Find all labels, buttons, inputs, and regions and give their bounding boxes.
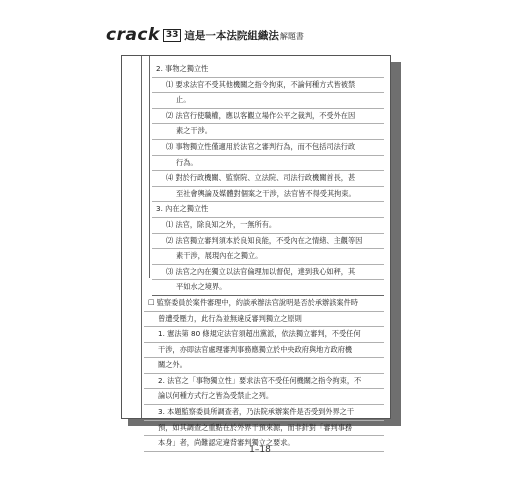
answer-content [148, 62, 384, 452]
text-line: 1. 憲法第 80 條規定法官須超出黨派，依法獨立審判，不受任何 [144, 327, 384, 343]
text-line: 行為。 [152, 156, 384, 172]
text-line: ☐ 監察委員於案件審理中，約談承辦法官說明是否於承辦該案件時 [144, 296, 384, 312]
text-line: 論以何種方式行之皆為受禁止之列。 [144, 389, 384, 405]
text-line: ⑷ 對於行政機關、監察院、立法院、司法行政機關首長，甚 [152, 171, 384, 187]
text-line: 2. 事物之獨立性 [152, 62, 384, 78]
brand-logo: crack [106, 25, 160, 45]
text-line: ⑶ 法官之內在獨立以法官倫理加以督促，達到我心如秤，其 [152, 265, 384, 281]
text-line: ⑶ 事物獨立性僅適用於法官之審判行為，而不包括司法行政 [152, 140, 384, 156]
text-line: 素之干涉。 [152, 124, 384, 140]
series-title [184, 28, 304, 43]
text-line: 曾遭受壓力，此行為並無違反審判獨立之原則 [144, 312, 384, 328]
text-line: 素干涉，展現內在之獨立。 [152, 249, 384, 265]
left-rule [141, 56, 142, 418]
page-number: 1–18 [249, 445, 271, 455]
text-line: 平如水之境界。 [152, 280, 384, 296]
text-line: 止。 [152, 93, 384, 109]
text-line: ⑴ 法官，除良知之外，一無所有。 [152, 218, 384, 234]
page-header [106, 24, 304, 46]
text-line: 關之外。 [144, 358, 384, 374]
answer-box [121, 55, 391, 448]
series-suffix: 解題書 [279, 31, 304, 41]
text-line: ⑴ 要求法官不受其他機關之指令拘束，不論何種方式皆被禁 [152, 78, 384, 94]
text-line: 3. 內在之獨立性 [152, 202, 384, 218]
text-line: ⑵ 法官行使職權，應以客觀立場作公平之裁判，不受外在因 [152, 109, 384, 125]
text-line: 至社會輿論及媒體對個案之干涉，法官皆不得受其拘束。 [152, 187, 384, 203]
text-line: 3. 本題監察委員所調查者，乃法院承辦案件是否受到外界之干 [144, 405, 384, 421]
series-title-text: 這是一本法院組織法 [184, 29, 279, 42]
text-line: ⑵ 法官獨立審判須本於良知良能，不受內在之情緒、主觀等因 [152, 234, 384, 250]
brand-badge: 33 [163, 29, 182, 42]
text-line: 預，如其調查之重點在於外界干預來源，而非針對「審判事務 [144, 421, 384, 437]
text-line: 干涉，亦即法官處理審判事務應獨立於中央政府與地方政府機 [144, 343, 384, 359]
text-line: 2. 法官之「事物獨立性」要求法官不受任何機關之指令拘束，不 [144, 374, 384, 390]
text-line: 本身」者，尚難認定違背審判獨立之要求。 [144, 436, 384, 452]
inner-rule [149, 56, 150, 278]
